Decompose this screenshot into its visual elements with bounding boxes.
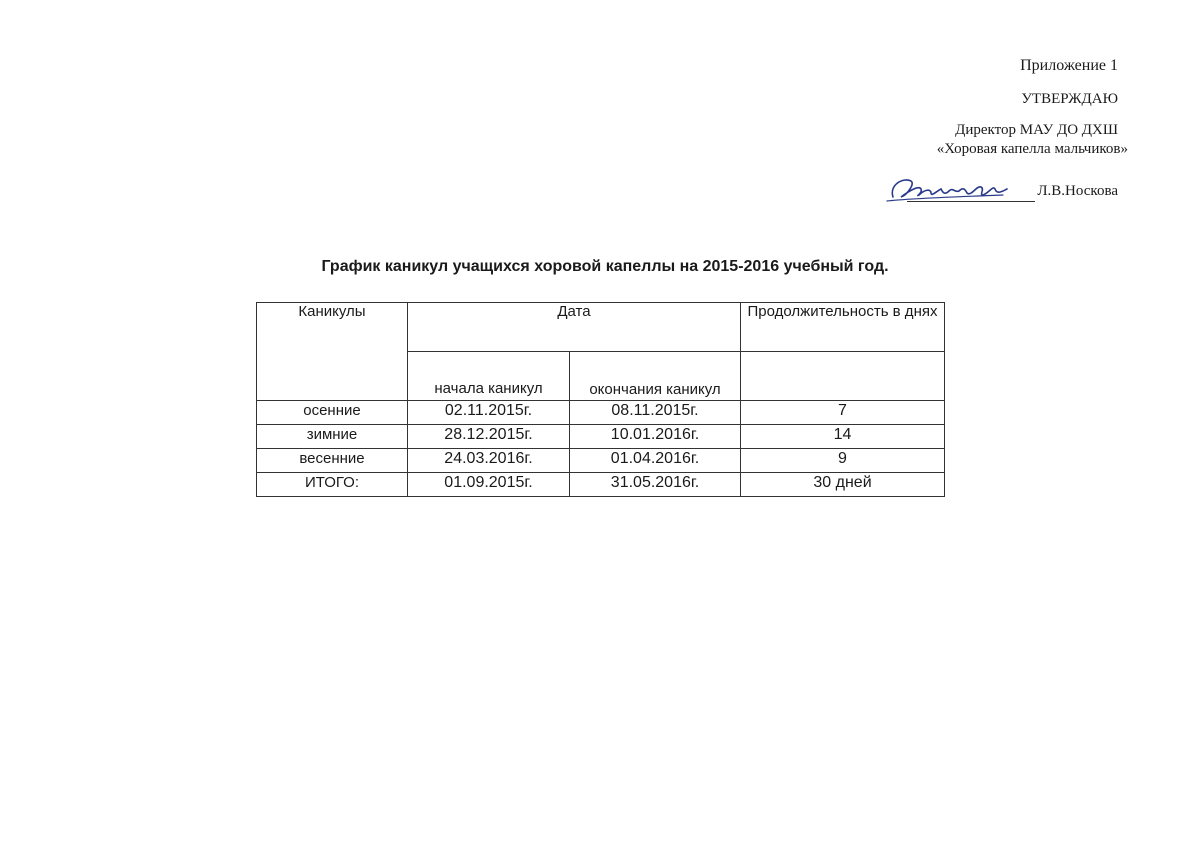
table-header-row [257, 303, 945, 352]
header-empty-cell [741, 352, 945, 401]
row-start: 28.12.2015г. [408, 425, 570, 449]
row-days: 30 дней [741, 473, 945, 497]
row-name: зимние [257, 425, 408, 449]
header-end: окончания каникул [570, 352, 741, 401]
row-name: весенние [257, 449, 408, 473]
approval-block [885, 56, 1128, 205]
table-row [257, 401, 945, 425]
row-start: 02.11.2015г. [408, 401, 570, 425]
row-end: 08.11.2015г. [570, 401, 741, 425]
holiday-schedule-table [256, 302, 945, 497]
table-row [257, 449, 945, 473]
approve-heading: УТВЕРЖДАЮ [1021, 91, 1118, 107]
header-duration: Продолжительность в днях [741, 303, 945, 352]
director-title: Директор МАУ ДО ДХШ [955, 122, 1118, 138]
signature-image [885, 171, 1035, 205]
table-row [257, 473, 945, 497]
row-end: 01.04.2016г. [570, 449, 741, 473]
organization-name: «Хоровая капелла мальчиков» [936, 141, 1128, 157]
row-end: 31.05.2016г. [570, 473, 741, 497]
signer-name: Л.В.Носкова [1037, 183, 1118, 199]
document-title: График каникул учащихся хоровой капеллы на 2015-2016 учебный год. [321, 258, 889, 275]
header-start: начала каникул [408, 352, 570, 401]
signature-line [885, 171, 1118, 205]
row-name: осенние [257, 401, 408, 425]
header-holidays: Каникулы [257, 303, 408, 401]
row-name: ИТОГО: [257, 473, 408, 497]
row-days: 9 [741, 449, 945, 473]
header-date: Дата [408, 303, 741, 352]
row-days: 14 [741, 425, 945, 449]
row-start: 01.09.2015г. [408, 473, 570, 497]
row-end: 10.01.2016г. [570, 425, 741, 449]
table-row [257, 425, 945, 449]
row-days: 7 [741, 401, 945, 425]
row-start: 24.03.2016г. [408, 449, 570, 473]
annex-label: Приложение 1 [1020, 57, 1118, 74]
